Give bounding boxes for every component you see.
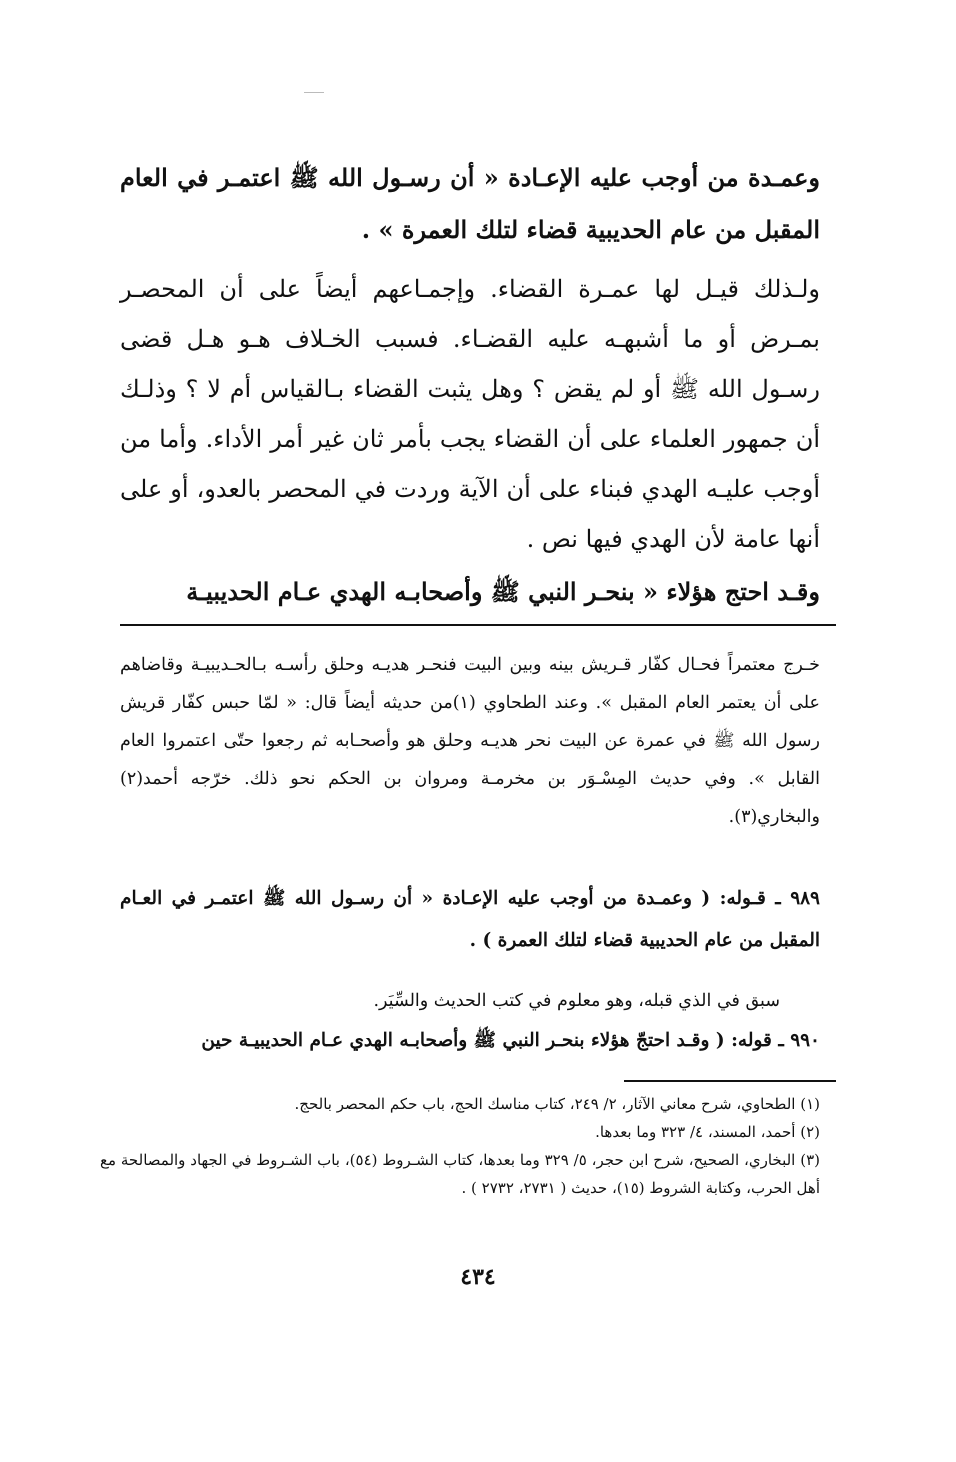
page-number: ٤٣٤ (460, 1264, 496, 1290)
body-paragraph-3: وقـد احتج هؤلاء « بنحـر النبي ﷺ وأصحابـه الهدي عـام الحديبيـة (186, 577, 820, 606)
footnote-divider (624, 1080, 836, 1082)
commentary-paragraph-2: ٩٨٩ ـ قـوله: ( وعمـدة من أوجب عليه الإعـادة « أن رسـول الله ﷺ اعتمـر في العـام المقبل من عام الحديبية قضاء لتلك العمرة ) . (120, 888, 820, 951)
footnote-1: (١) الطحاوي، شرح معاني الآثار، ٢/ ٢٤٩، كتاب مناسك الحج، باب حكم المحصر بالحج. (294, 1095, 820, 1113)
footnotes (100, 1090, 820, 1202)
commentary-paragraph-3: سبق في الذي قبله، وهو معلوم في كتب الحديث والسِّيَر. (373, 991, 780, 1011)
section-divider (120, 624, 836, 626)
body-paragraph-2: ولـذلك قيـل لها عمـرة القضاء. وإجمـاعهم أيضاً على أن المحصـر بمـرض أو ما أشبهـه عليه القضـاء. فسبب الخـلاف هـو هـل قضى رسـول الله ﷺ أو لم يقض ؟ وهل يثبت القضاء بـالقياس أم لا ؟ وذلـك أن جمهور العلماء على أن القضاء يجب بأمر ثان غير أمر الأداء. وأما من أوجب عليـه الهدي فبناء على أن الآية وردت في المحصر بالعدو، أو على أنها عامة لأن الهدي فيها نص . (120, 275, 820, 553)
body-paragraph-1: وعمـدة من أوجب عليه الإعـادة « أن رسـول الله ﷺ اعتمـر في العام المقبل من عام الحديبية قضاء لتلك العمرة » . (120, 163, 820, 244)
scan-mark (304, 92, 324, 93)
footnote-3: (٣) البخاري، الصحيح، شرح ابن حجر، ٥/ ٣٢٩ وما بعدها، كتاب الشـروط (٥٤)، باب الشـروط في الجهاد والمصالحة مع أهل الحرب، وكتابة الشروط (١٥)، حديث ( ٢٧٣١، ٢٧٣٢ ) . (100, 1151, 820, 1197)
footnote-2: (٢) أحمد، المسند، ٤/ ٣٢٣ وما بعدها. (595, 1123, 820, 1141)
commentary-paragraph-1: خـرج معتمراً فحـال كفّار قـريش بينه وبين البيت فنحـر هديـه وحلق رأسـه بـالحـديبيـة وقاضاهم على أن يعتمر العام المقبل ». وعند الطحاوي (١)من حديثه أيضاً قال: « لمّا حبس كفّار قريش رسول الله ﷺ في عمرة عن البيت نحر هديـه وحلق هو وأصحـابه ثم رجعوا حتّى اعتمروا العام القابل ». وفي حديث المِسْـوَر بن مخرمـة ومروان بن الحكم نحو ذلك. خرّجه أحمد(٢) والبخاري(٣). (120, 655, 820, 827)
commentary-paragraph-4: ٩٩٠ ـ قوله: ( وقـد احتجّ هؤلاء بنحـر النبي ﷺ وأصحابـه الهدي عـام الحديبيـة حين (201, 1030, 820, 1051)
